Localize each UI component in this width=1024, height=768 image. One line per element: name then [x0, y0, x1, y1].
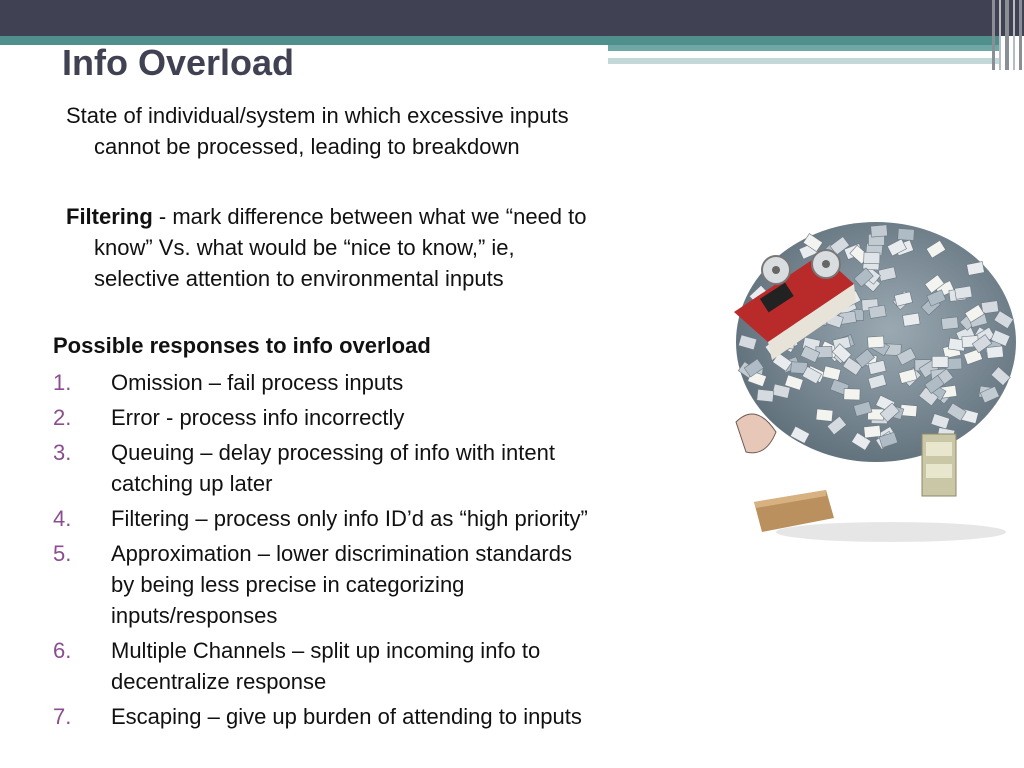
- response-number: 7.: [53, 704, 72, 729]
- response-text-line: Approximation – lower discrimination standards: [111, 541, 572, 566]
- response-number: 1.: [53, 370, 72, 395]
- response-text-line: Filtering – process only info ID’d as “high priority”: [111, 506, 588, 531]
- response-text-line: Error - process info incorrectly: [111, 405, 405, 430]
- response-number: 5.: [53, 541, 72, 566]
- responses-heading: Possible responses to info overload: [53, 333, 431, 358]
- response-text-line: inputs/responses: [111, 603, 278, 628]
- response-text-line: Omission – fail process inputs: [111, 370, 404, 395]
- response-item-2: [53, 402, 693, 433]
- filtering-term: Filtering: [66, 204, 153, 229]
- responses-list: [53, 367, 693, 736]
- response-number: 3.: [53, 440, 72, 465]
- definition-paragraph: [66, 100, 686, 162]
- edge-lines-decoration: [990, 0, 1024, 70]
- response-item-1: [53, 367, 693, 398]
- accent-stripe-upper: [608, 45, 1000, 51]
- response-item-7: [53, 701, 693, 732]
- paper-monster-illustration: [676, 172, 1022, 544]
- response-number: 4.: [53, 506, 72, 531]
- response-item-3: [53, 437, 693, 499]
- filtering-line-2: know” Vs. what would be “nice to know,” ie,: [94, 235, 515, 260]
- response-item-5: [53, 538, 693, 631]
- filtering-line-3: selective attention to environmental inputs: [94, 266, 504, 291]
- accent-stripe-highlight: [640, 53, 940, 55]
- response-text-line: Multiple Channels – split up incoming info to: [111, 638, 541, 663]
- response-text-line: decentralize response: [111, 669, 327, 694]
- definition-line-2: cannot be processed, leading to breakdown: [94, 134, 520, 159]
- filtering-paragraph: [66, 201, 686, 294]
- response-item-6: [53, 635, 693, 697]
- accent-stripe-lower: [608, 58, 1000, 64]
- response-text-line: Queuing – delay processing of info with intent: [111, 440, 555, 465]
- response-number: 6.: [53, 638, 72, 663]
- response-text-line: Escaping – give up burden of attending to inputs: [111, 704, 582, 729]
- response-text-line: by being less precise in categorizing: [111, 572, 465, 597]
- filtering-line-1: - mark difference between what we “need to: [152, 204, 587, 229]
- slide-title: Info Overload: [62, 42, 295, 83]
- definition-line-1: State of individual/system in which excessive inputs: [66, 103, 569, 128]
- top-bar: [0, 0, 1024, 36]
- response-text-line: catching up later: [111, 471, 273, 496]
- response-number: 2.: [53, 405, 72, 430]
- response-item-4: [53, 503, 693, 534]
